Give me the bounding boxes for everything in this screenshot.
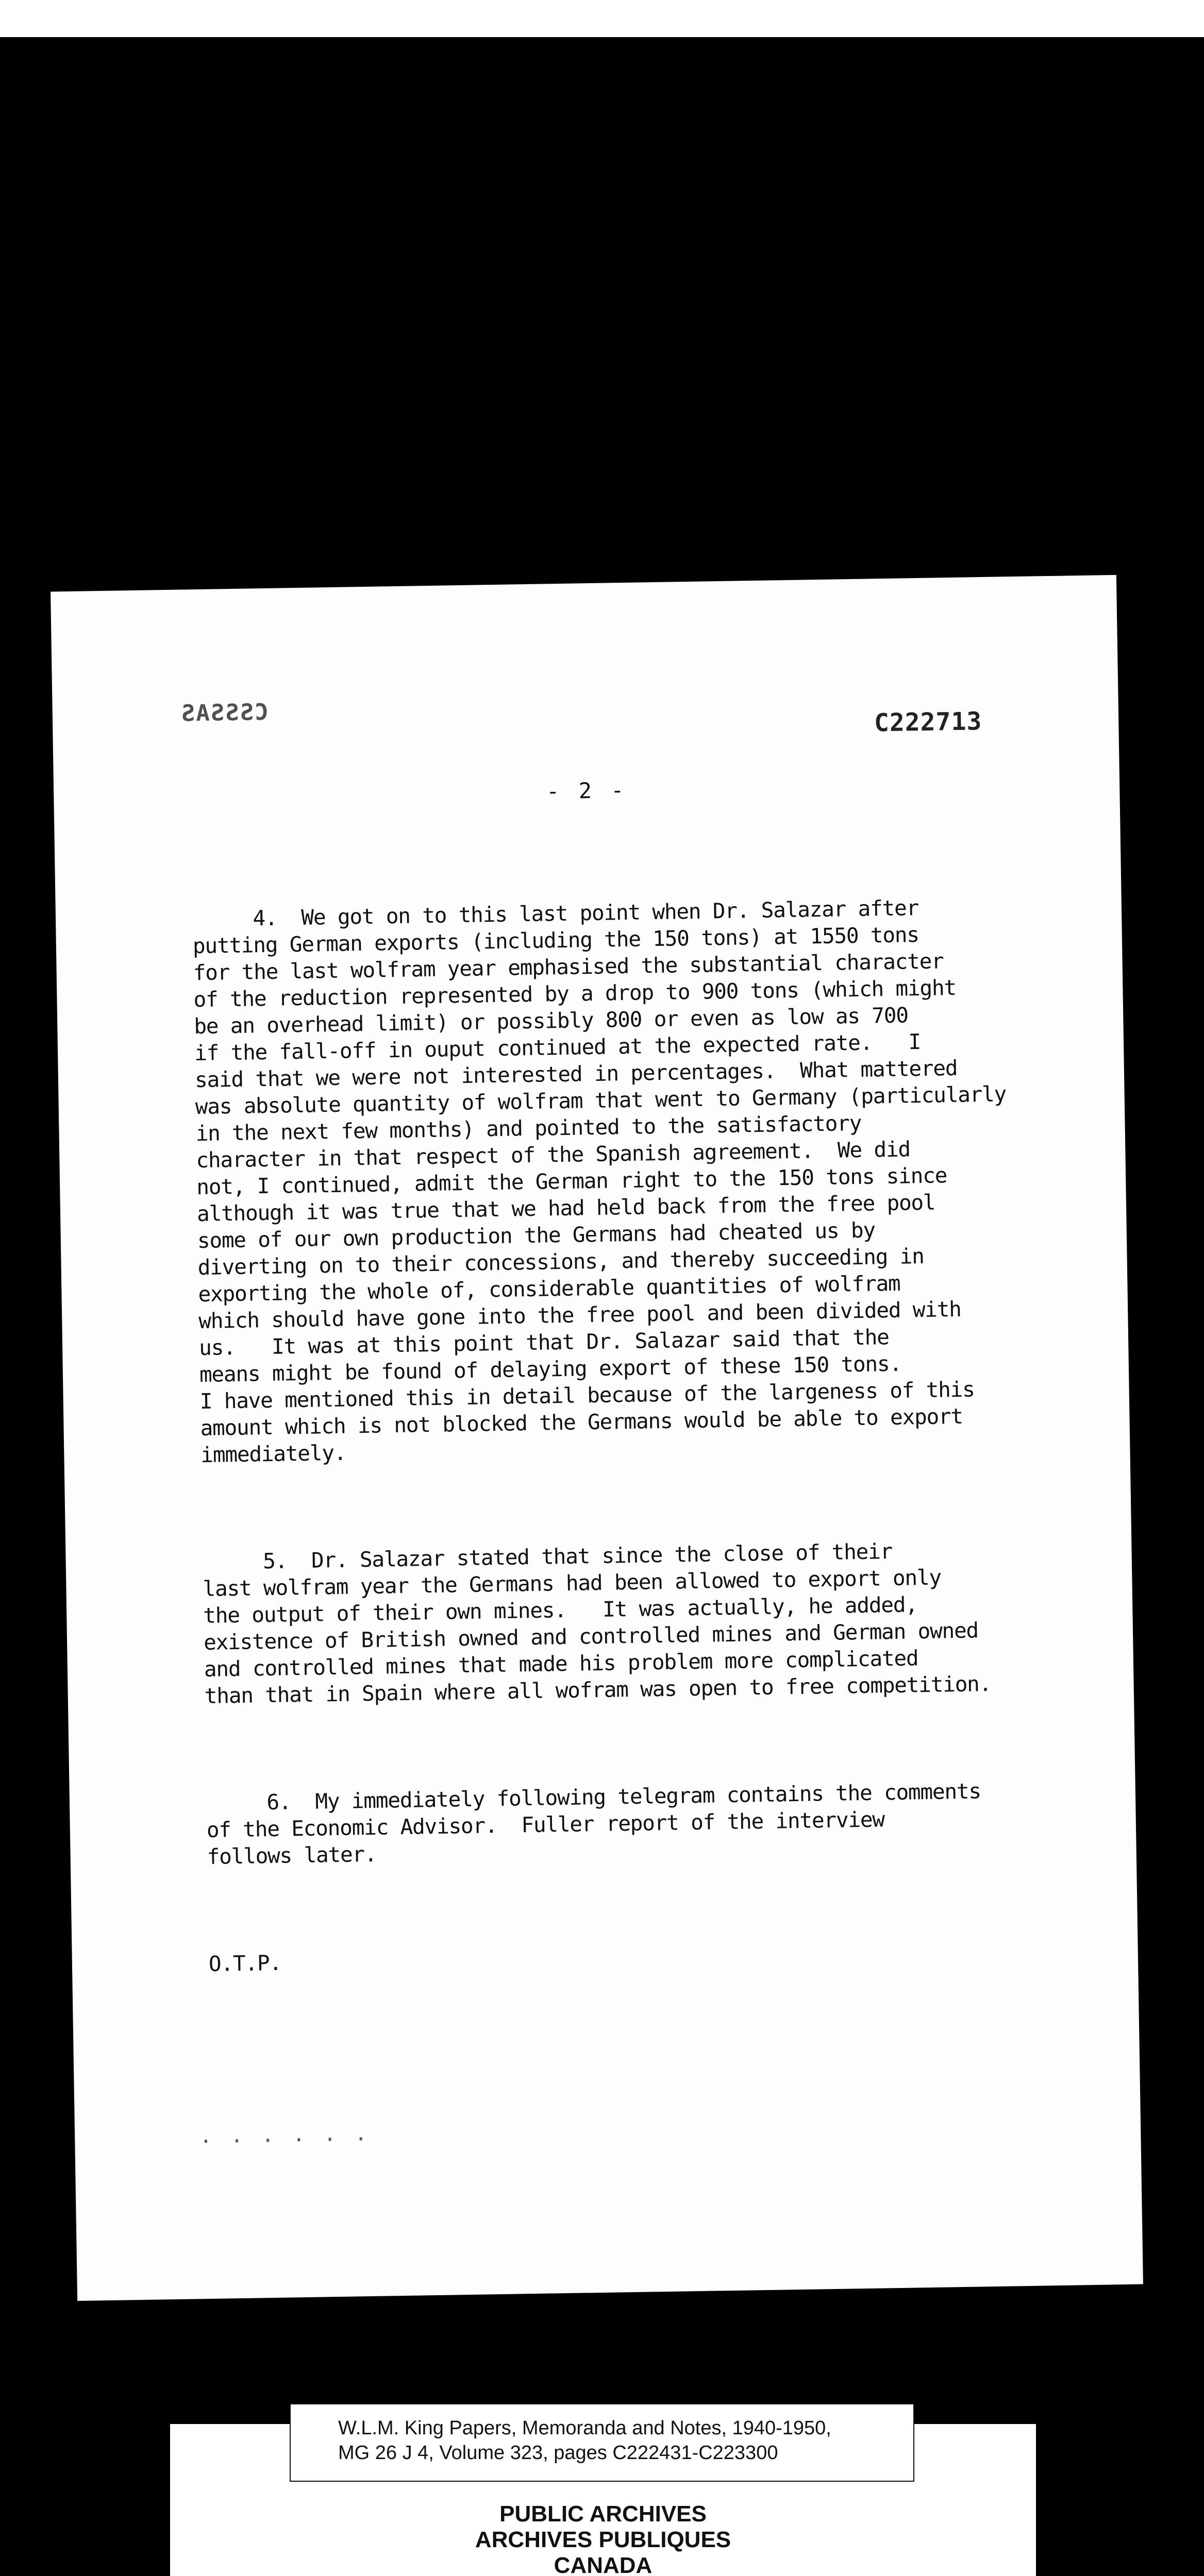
archive-title-line-1: PUBLIC ARCHIVES <box>499 2501 707 2527</box>
reversed-stamp: CSSSAS <box>180 699 269 727</box>
letter-body <box>191 839 1056 2057</box>
citation-line-1: W.L.M. King Papers, Memoranda and Notes, 1940-1950, <box>338 2417 831 2439</box>
archive-label-card <box>170 2417 1036 2576</box>
footer-marks: · · · · · · <box>199 2127 371 2154</box>
archive-title <box>170 2501 1036 2576</box>
paragraph-6: 6. My immediately following telegram contains the comments of the Economic Advisor. Fuller report of the interview follows later. <box>206 1778 981 1869</box>
top-white-strip <box>0 0 1204 37</box>
citation-line-2: MG 26 J 4, Volume 323, pages C222431-C223300 <box>338 2442 778 2464</box>
archive-title-line-2: ARCHIVES PUBLIQUES <box>475 2527 731 2552</box>
paragraph-4: 4. We got on to this last point when Dr. Salazar after putting German exports (including the 150 tons) at 1550 tons for the last wolfram year emphasised the substantial character of the reduction represented by a drop to 900 tons (which might be an overhead limit) or possibly 800 or even as low as 700 if the fall-off in ouput continued at the expected rate. I said that we were not interested in percentages. What mattered was absolute quantity of wolfram that went to Germany (particularly in the next few months) and pointed to the satisfactory character in that respect of the Spanish agreement. We did not, I continued, admit the German right to the 150 tons since although it was true that we had held back from the free pool some of our own production the Germans had cheated us by diverting on to their concessions, and thereby succeeding in exporting the whole of, considerable quantities of wolfram which should have gone into the free pool and been divided with us. It was at this point that Dr. Salazar said that the means might be found of delaying export of these 150 tons. I have mentioned this in detail because of the largeness of this amount which is not blocked the Germans would be able to export immediately. <box>192 895 1007 1468</box>
page-number: - 2 - <box>546 777 627 804</box>
signoff: O.T.P. <box>208 1950 282 1976</box>
citation-box <box>290 2403 914 2482</box>
document-number-stamp: C222713 <box>874 707 982 738</box>
archive-title-line-3: CANADA <box>554 2553 653 2576</box>
paragraph-5: 5. Dr. Salazar stated that since the close of their last wolfram year the Germans had been allowed to export only the output of their own mines. It was actually, he added, existence of British owned and controlled mines and German owned and controlled mines that made his problem more complicated than that in Spain where all wofram was open to free competition. <box>202 1539 992 1709</box>
document-page <box>51 575 1143 2301</box>
